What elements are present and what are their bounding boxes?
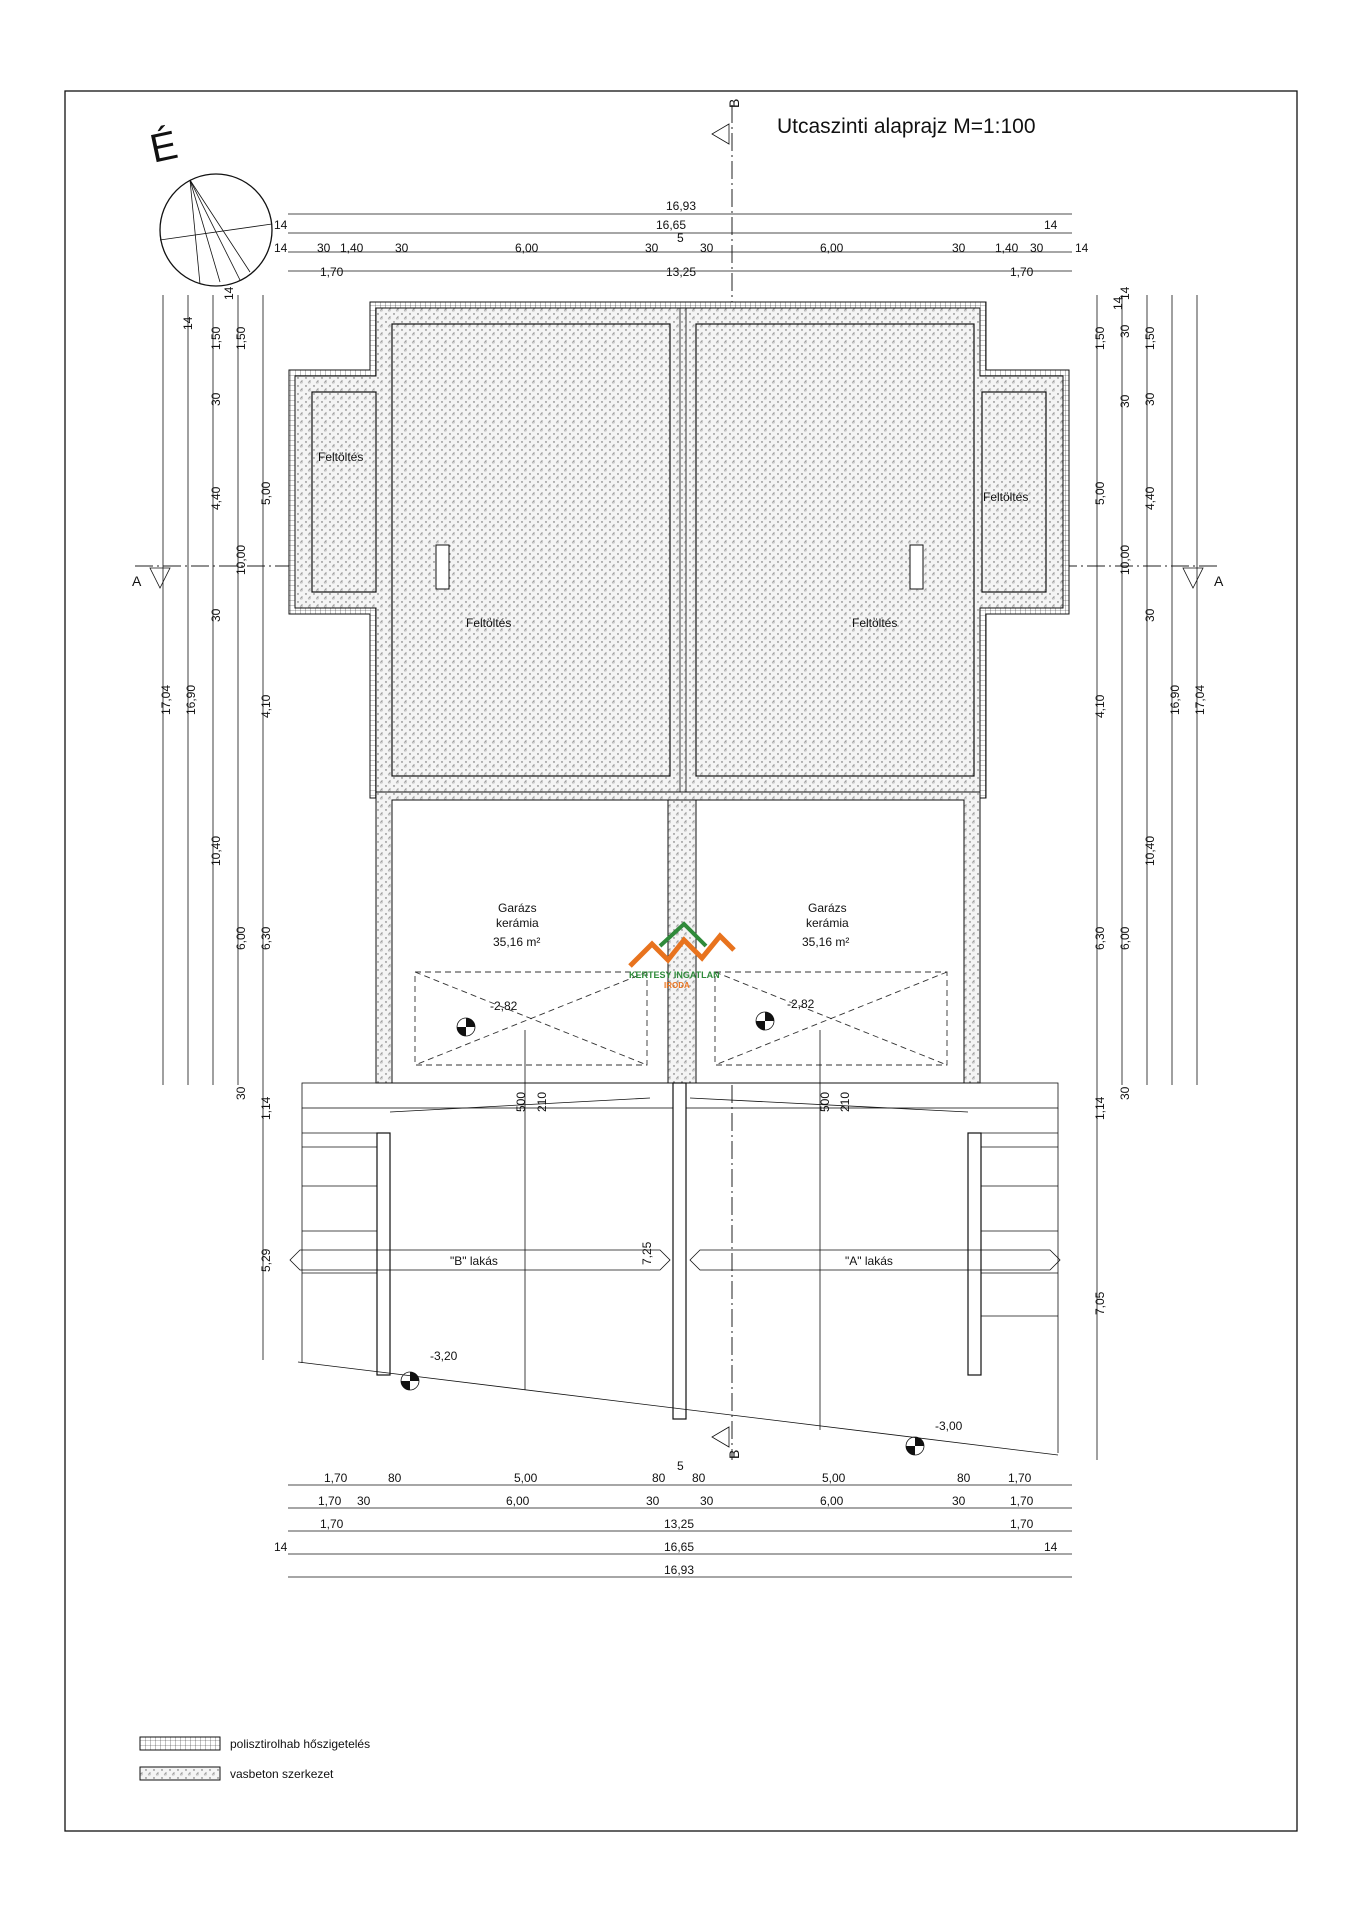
side-wall-right — [968, 1133, 981, 1375]
fill-label-main-left: Feltöltés — [466, 616, 512, 630]
svg-text:30: 30 — [952, 241, 966, 255]
svg-text:30: 30 — [209, 608, 223, 622]
svg-text:80: 80 — [388, 1471, 402, 1485]
svg-text:80: 80 — [957, 1471, 971, 1485]
svg-text:14: 14 — [274, 218, 288, 232]
svg-text:5,00: 5,00 — [1093, 481, 1107, 505]
top-dimensions — [274, 199, 1089, 279]
drawing-title: Utcaszinti alaprajz M=1:100 — [777, 115, 1036, 138]
svg-text:5,00: 5,00 — [514, 1471, 538, 1485]
garage-right-area: 35,16 m² — [802, 935, 850, 949]
svg-text:6,30: 6,30 — [1093, 926, 1107, 950]
svg-text:1,70: 1,70 — [320, 265, 344, 279]
svg-text:14: 14 — [1118, 286, 1132, 300]
section-marker-b-top — [712, 99, 742, 144]
svg-text:-2,82: -2,82 — [787, 997, 815, 1011]
svg-text:6,00: 6,00 — [234, 926, 248, 950]
svg-text:30: 30 — [357, 1494, 371, 1508]
svg-text:6,00: 6,00 — [515, 241, 539, 255]
svg-text:"A" lakás: "A" lakás — [845, 1254, 893, 1268]
svg-text:1,40: 1,40 — [340, 241, 364, 255]
fill-label-main-right: Feltöltés — [852, 616, 898, 630]
garage-left-floor-label: kerámia — [496, 916, 539, 930]
svg-text:500: 500 — [818, 1091, 832, 1112]
steps-right — [981, 1147, 1058, 1316]
middle-wall — [673, 1083, 686, 1419]
svg-text:14: 14 — [1111, 296, 1125, 310]
svg-text:17,04: 17,04 — [1193, 684, 1207, 715]
svg-text:-3,00: -3,00 — [935, 1419, 963, 1433]
svg-text:30: 30 — [209, 392, 223, 406]
svg-text:30: 30 — [645, 241, 659, 255]
svg-text:210: 210 — [535, 1091, 549, 1112]
svg-text:6,30: 6,30 — [259, 926, 273, 950]
svg-text:13,25: 13,25 — [666, 265, 697, 279]
fill-label-side-right: Feltöltés — [983, 490, 1029, 504]
svg-text:80: 80 — [652, 1471, 666, 1485]
svg-text:30: 30 — [952, 1494, 966, 1508]
svg-text:1,70: 1,70 — [318, 1494, 342, 1508]
svg-text:14: 14 — [181, 316, 195, 330]
legend-label-concrete: vasbeton szerkezet — [230, 1767, 334, 1781]
legend-swatch-insulation — [140, 1737, 220, 1750]
svg-text:16,93: 16,93 — [664, 1563, 695, 1577]
opening-right — [910, 545, 923, 589]
fill-label-side-left: Feltöltés — [318, 450, 364, 464]
svg-text:IRODA: IRODA — [664, 981, 690, 990]
legend-label-insulation: polisztirolhab hőszigetelés — [230, 1737, 371, 1751]
svg-text:4,40: 4,40 — [209, 486, 223, 510]
svg-text:4,40: 4,40 — [1143, 486, 1157, 510]
svg-text:10,00: 10,00 — [1118, 544, 1132, 575]
svg-text:1,14: 1,14 — [259, 1096, 273, 1120]
svg-text:1,70: 1,70 — [324, 1471, 348, 1485]
svg-text:-2,82: -2,82 — [490, 999, 518, 1013]
svg-text:1,50: 1,50 — [1093, 326, 1107, 350]
middle-wall-dim: 7,25 — [640, 1241, 654, 1265]
svg-text:5,29: 5,29 — [259, 1248, 273, 1272]
svg-text:10,40: 10,40 — [209, 835, 223, 866]
svg-text:10,00: 10,00 — [234, 544, 248, 575]
side-wall-left — [377, 1133, 390, 1375]
svg-text:KERTESY INGATLAN: KERTESY INGATLAN — [629, 970, 720, 980]
svg-text:6,00: 6,00 — [820, 241, 844, 255]
garage-right-floor-label: kerámia — [806, 916, 849, 930]
svg-text:16,93: 16,93 — [666, 199, 697, 213]
svg-text:-3,20: -3,20 — [430, 1349, 458, 1363]
garage-right-name: Garázs — [808, 901, 847, 915]
section-marker-b-bottom — [712, 1427, 742, 1459]
svg-text:1,50: 1,50 — [234, 326, 248, 350]
svg-text:10,40: 10,40 — [1143, 835, 1157, 866]
bottom-dimensions — [274, 1459, 1072, 1577]
svg-text:1,70: 1,70 — [1010, 265, 1034, 279]
svg-text:30: 30 — [1118, 1086, 1132, 1100]
right-dimensions — [1093, 286, 1207, 1460]
svg-text:30: 30 — [1143, 608, 1157, 622]
svg-text:30: 30 — [1118, 324, 1132, 338]
north-arrow-icon — [160, 174, 272, 286]
svg-text:16,90: 16,90 — [1168, 684, 1182, 715]
svg-text:B: B — [726, 98, 742, 108]
svg-text:7,05: 7,05 — [1093, 1291, 1107, 1315]
svg-text:14: 14 — [1044, 218, 1058, 232]
svg-text:A: A — [1214, 573, 1224, 589]
svg-text:1,70: 1,70 — [1010, 1517, 1034, 1531]
svg-text:14: 14 — [1075, 241, 1089, 255]
north-label: É — [146, 123, 182, 172]
svg-text:1,70: 1,70 — [1008, 1471, 1032, 1485]
svg-text:16,65: 16,65 — [656, 218, 687, 232]
section-marker-a-left — [132, 568, 170, 589]
svg-text:14: 14 — [274, 1540, 288, 1554]
svg-text:B: B — [726, 1449, 742, 1459]
svg-text:13,25: 13,25 — [664, 1517, 695, 1531]
svg-text:1,70: 1,70 — [320, 1517, 344, 1531]
svg-text:30: 30 — [1030, 241, 1044, 255]
svg-text:80: 80 — [692, 1471, 706, 1485]
svg-text:30: 30 — [1118, 394, 1132, 408]
svg-text:5,00: 5,00 — [259, 481, 273, 505]
svg-text:30: 30 — [700, 1494, 714, 1508]
svg-text:4,10: 4,10 — [1093, 694, 1107, 718]
level-marker-unit-b — [401, 1349, 458, 1390]
left-dimensions — [159, 286, 273, 1360]
svg-text:6,00: 6,00 — [1118, 926, 1132, 950]
opening-left — [436, 545, 449, 589]
legend — [140, 1737, 370, 1781]
fill-area-right-main — [696, 324, 974, 776]
svg-text:30: 30 — [700, 241, 714, 255]
fill-area-left-main — [392, 324, 670, 776]
unit-a-arrow — [690, 1250, 1060, 1270]
svg-text:16,65: 16,65 — [664, 1540, 695, 1554]
svg-text:30: 30 — [1143, 392, 1157, 406]
legend-swatch-concrete — [140, 1767, 220, 1780]
svg-text:5: 5 — [677, 1459, 684, 1473]
svg-text:"B" lakás: "B" lakás — [450, 1254, 498, 1268]
svg-text:1,50: 1,50 — [209, 326, 223, 350]
garage-left-name: Garázs — [498, 901, 537, 915]
svg-text:5: 5 — [677, 231, 684, 245]
garage-left-area: 35,16 m² — [493, 935, 541, 949]
svg-text:17,04: 17,04 — [159, 684, 173, 715]
svg-text:1,14: 1,14 — [1093, 1096, 1107, 1120]
unit-b-arrow — [290, 1250, 670, 1270]
svg-text:1,70: 1,70 — [1010, 1494, 1034, 1508]
svg-text:14: 14 — [274, 241, 288, 255]
svg-text:A: A — [132, 573, 142, 589]
svg-text:30: 30 — [234, 1086, 248, 1100]
svg-text:30: 30 — [646, 1494, 660, 1508]
svg-text:5,00: 5,00 — [822, 1471, 846, 1485]
svg-text:14: 14 — [1044, 1540, 1058, 1554]
svg-text:4,10: 4,10 — [259, 694, 273, 718]
section-marker-a-right — [1183, 568, 1224, 589]
svg-text:210: 210 — [838, 1091, 852, 1112]
svg-text:500: 500 — [514, 1091, 528, 1112]
svg-text:30: 30 — [395, 241, 409, 255]
svg-text:1,50: 1,50 — [1143, 326, 1157, 350]
svg-text:6,00: 6,00 — [820, 1494, 844, 1508]
svg-text:16,90: 16,90 — [184, 684, 198, 715]
fill-area-left-side — [312, 392, 376, 592]
steps-left — [302, 1147, 377, 1273]
svg-text:30: 30 — [317, 241, 331, 255]
level-marker-unit-a — [906, 1419, 963, 1455]
svg-text:6,00: 6,00 — [506, 1494, 530, 1508]
svg-text:1,40: 1,40 — [995, 241, 1019, 255]
svg-text:14: 14 — [222, 286, 236, 300]
